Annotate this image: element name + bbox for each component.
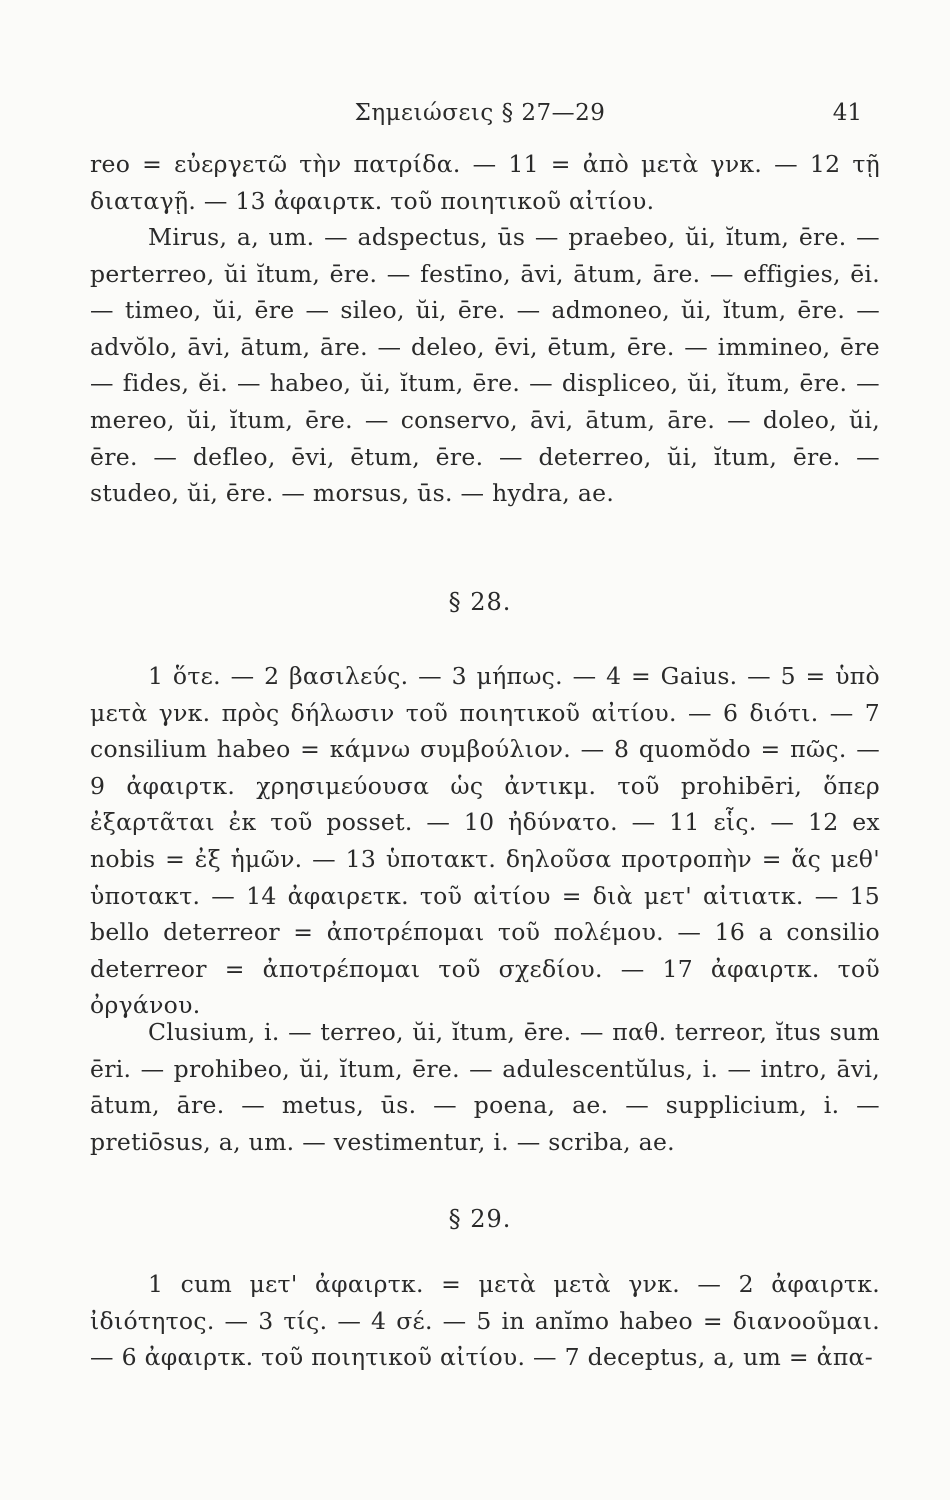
running-header-title: Σημειώσεις § 27—29 <box>354 100 606 126</box>
section-28-heading: § 28. <box>448 588 512 616</box>
section-29-heading: § 29. <box>448 1205 512 1233</box>
notes-27-vocabulary-paragraph: Mirus, a, um. — adspectus, ūs — praebeo, ŭi, ĭtum, ēre. — perterreo, ŭi ĭtum, ēre. — festīno, āvi, ātum, āre. — effigies, ēi. — timeo, ŭi, ēre — sileo, ŭi, ēre. — admoneo, ŭi, ĭtum, ēre. — advŏlo, āvi, ātum, āre. — deleo, ēvi, ētum, ēre. — immineo, ēre — fides, ĕi. — habeo, ŭi, ĭtum, ēre. — displiceo, ŭi, ĭtum, ēre. — mereo, ŭi, ĭtum, ēre. — conservo, āvi, ātum, āre. — doleo, ŭi, ēre. — defleo, ēvi, ētum, ēre. — deterreo, ŭi, ĭtum, ēre. — studeo, ŭi, ēre. — morsus, ūs. — hydra, ae. <box>90 223 880 508</box>
section-29-greek-notes-paragraph: 1 cum μετ' ἀφαιρτκ. = μετὰ μετὰ γνκ. — 2 ἀφαιρτκ. ἰδιότητος. — 3 τίς. — 4 σέ. — 5 in anĭmo habeo = διανοοῦμαι. — 6 ἀφαιρτκ. τοῦ ποιητικοῦ αἰτίου. — 7 deceptus, a, um = ἀπα- <box>90 1270 880 1372</box>
section-28-vocabulary-paragraph: Clusium, i. — terreo, ŭi, ĭtum, ēre. — παθ. terreor, ĭtus sum ēri. — prohibeo, ŭi, ĭtum, ēre. — adulescentŭlus, i. — intro, āvi, ātum, āre. — metus, ūs. — poena, ae. — supplicium, i. — pretiōsus, a, um. — vestimentur, i. — scriba, ae. <box>90 1018 880 1156</box>
page-number: 41 <box>832 100 862 126</box>
section-28-greek-notes-paragraph: 1 ὅτε. — 2 βασιλεύς. — 3 μήπως. — 4 = Gaius. — 5 = ὑπὸ μετὰ γνκ. πρὸς δήλωσιν τοῦ ποιητικοῦ αἰτίου. — 6 διότι. — 7 consilium habeo = κάμνω συμβούλιον. — 8 quomŏdo = πῶς. — 9 ἀφαιρτκ. χρησιμεύουσα ὡς ἀντικμ. τοῦ prohibēri, ὅπερ ἐξαρτᾶται ἐκ τοῦ posset. — 10 ἠδύνατο. — 11 εἷς. — 12 ex nobis = ἐξ ἡμῶν. — 13 ὑποτακτ. δηλοῦσα προτροπὴν = ἅς μεθ' ὑποτακτ. — 14 ἀφαιρετκ. τοῦ αἰτίου = διὰ μετ' αἰτιατκ. — 15 bello deterreor = ἀποτρέπομαι τοῦ πολέμου. — 16 a consilio deterreor = ἀποτρέπομαι τοῦ σχεδίου. — 17 ἀφαιρτκ. τοῦ ὀργάνου. <box>90 662 880 1020</box>
notes-27-greek-paragraph: reo = εὐεργετῶ τὴν πατρίδα. — 11 = ἀπὸ μετὰ γνκ. — 12 τῇ διαταγῇ. — 13 ἀφαιρτκ. τοῦ ποιητικοῦ αἰτίου. <box>90 150 880 215</box>
running-header <box>90 100 870 136</box>
